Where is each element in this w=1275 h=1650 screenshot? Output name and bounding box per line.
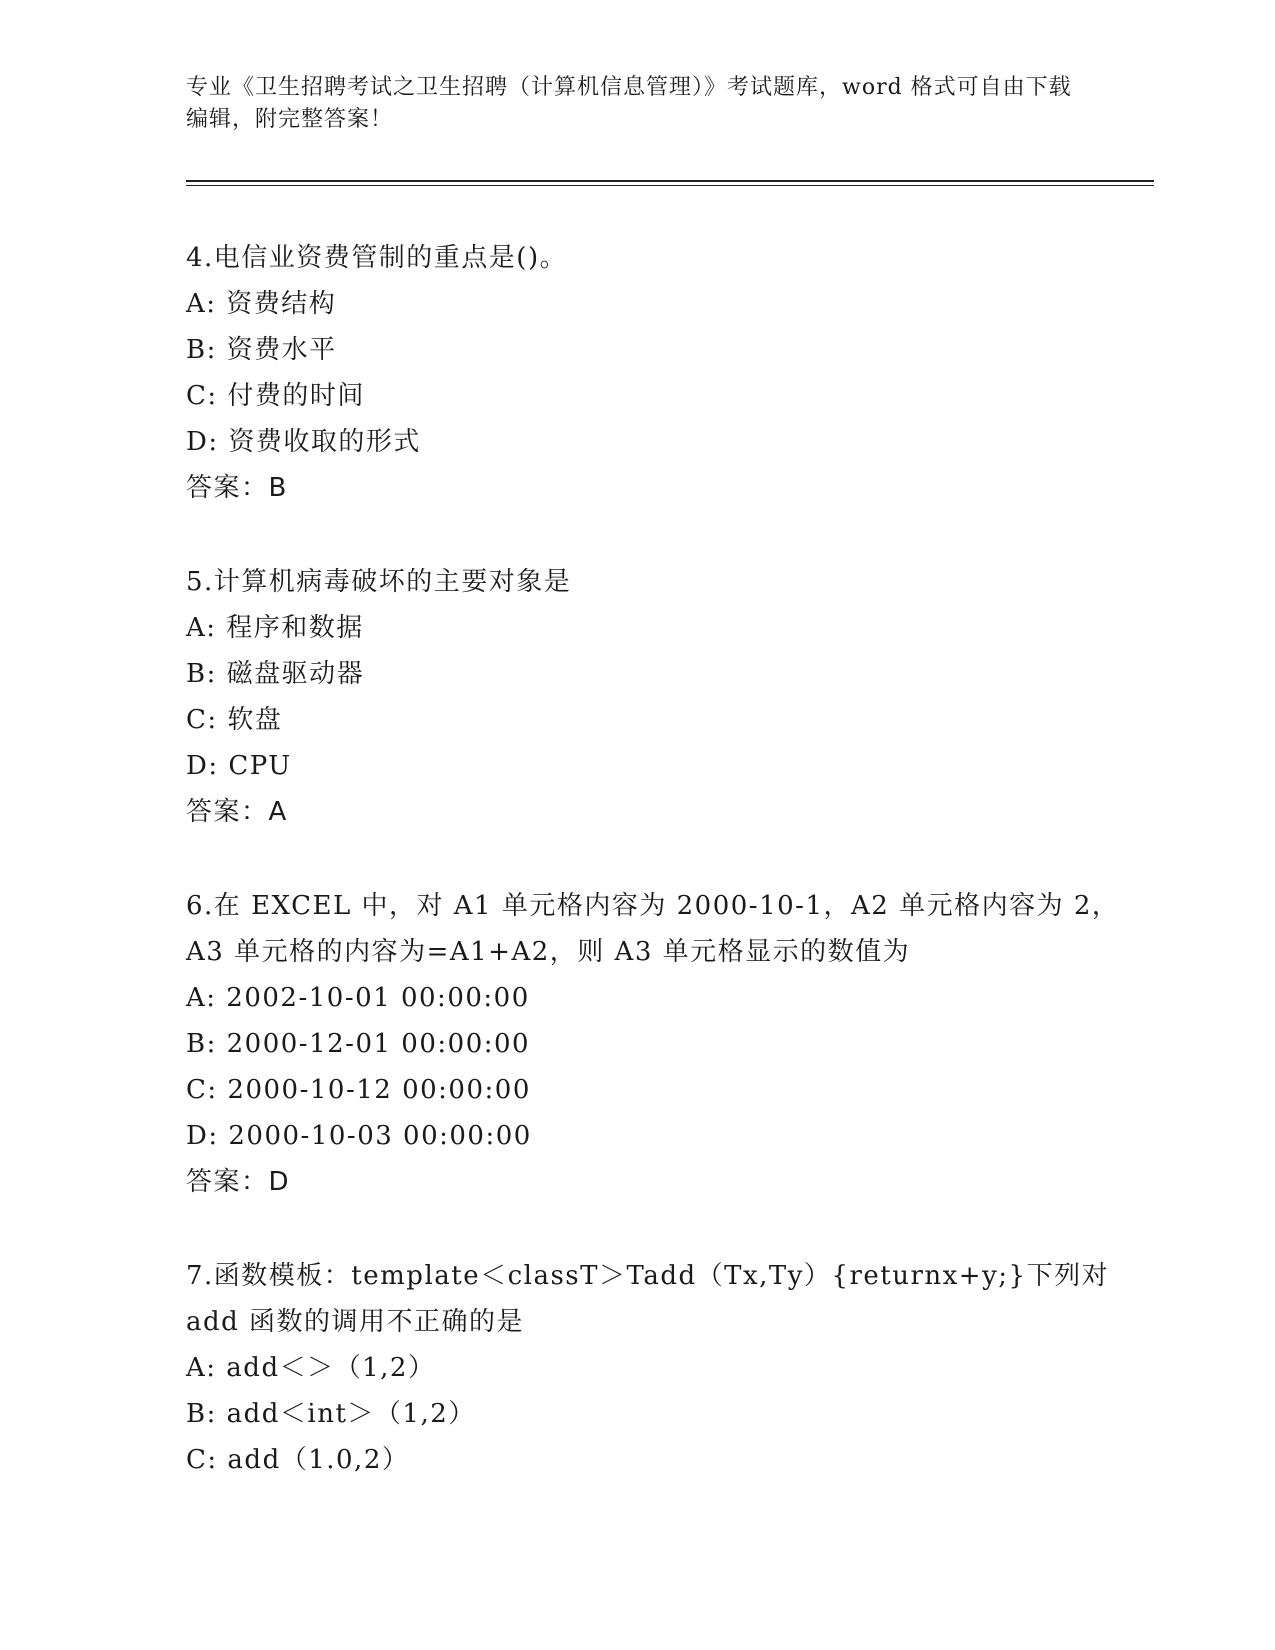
option-b: B: 磁盘驱动器	[186, 659, 365, 689]
answer: 答案：D	[186, 1167, 291, 1197]
header-divider-thin	[186, 185, 1154, 186]
option-c: C: 付费的时间	[186, 381, 365, 411]
option-c: C: 2000-10-12 00:00:00	[186, 1075, 531, 1105]
question-stem: 6.在 EXCEL 中，对 A1 单元格内容为 2000-10-1，A2 单元格内容为 2，A3 单元格的内容为=A1+A2，则 A3 单元格显示的数值为	[186, 891, 1120, 967]
option-b: B: 资费水平	[186, 335, 337, 365]
question-stem: 4.电信业资费管制的重点是()。	[186, 243, 568, 273]
option-c: C: add（1.0,2）	[186, 1445, 410, 1475]
header-divider-thick	[186, 180, 1154, 182]
question-stem: 5.计算机病毒破坏的主要对象是	[186, 567, 572, 597]
option-a: A: 程序和数据	[186, 613, 364, 643]
question-6	[186, 883, 1146, 1205]
option-a: A: add＜＞（1,2）	[186, 1353, 436, 1383]
question-5	[186, 559, 1146, 835]
document-header: 专业《卫生招聘考试之卫生招聘（计算机信息管理）》考试题库，word 格式可自由下载编辑，附完整答案！	[186, 75, 1072, 132]
option-d: D: 资费收取的形式	[186, 427, 421, 457]
question-list	[186, 235, 1146, 1531]
question-7	[186, 1253, 1146, 1483]
option-d: D: CPU	[186, 751, 292, 781]
option-a: A: 2002-10-01 00:00:00	[186, 983, 530, 1013]
answer: 答案：A	[186, 797, 288, 827]
question-4	[186, 235, 1146, 511]
option-b: B: 2000-12-01 00:00:00	[186, 1029, 531, 1059]
option-c: C: 软盘	[186, 705, 283, 735]
option-a: A: 资费结构	[186, 289, 337, 319]
option-b: B: add＜int＞（1,2）	[186, 1399, 476, 1429]
question-stem: 7.函数模板：template＜classT＞Tadd（Tx,Ty）{returnx+y;}下列对 add 函数的调用不正确的是	[186, 1261, 1110, 1337]
option-d: D: 2000-10-03 00:00:00	[186, 1121, 532, 1151]
answer: 答案：B	[186, 473, 288, 503]
